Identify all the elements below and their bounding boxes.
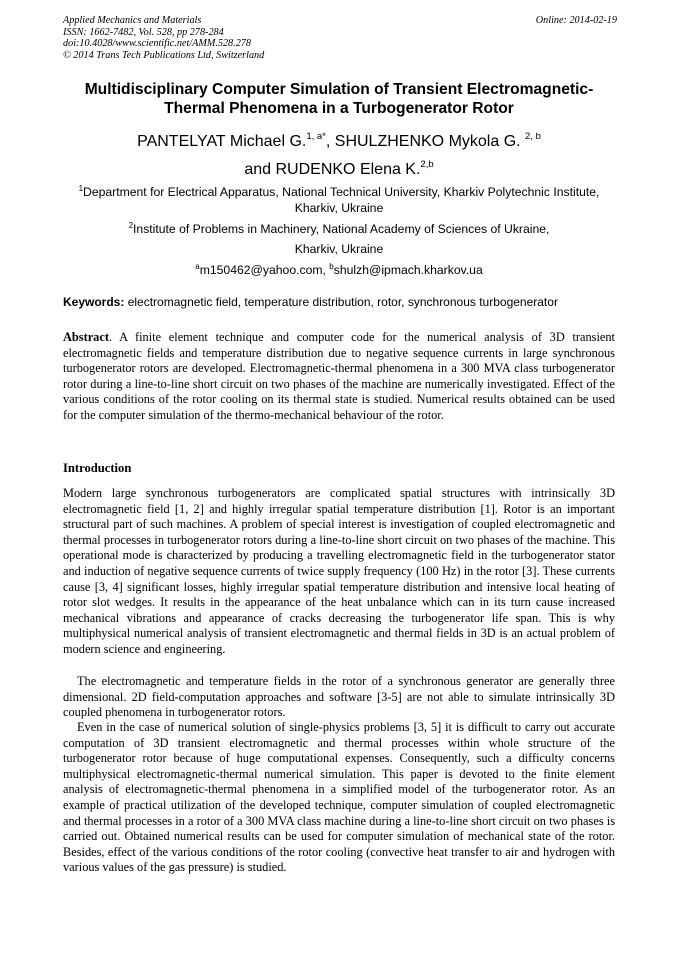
online-date: Online: 2014-02-19 [535,15,617,26]
author-name: PANTELYAT Michael G. [137,133,307,150]
affiliation-1 [40,181,638,216]
email-link[interactable]: m150462@yahoo.com, [199,263,326,277]
affiliation-2 [40,218,638,257]
author-superscript: 1, a* [306,131,326,142]
doi-line: doi:10.4028/www.scientific.net/AMM.528.278 [63,38,251,50]
keywords-text: electromagnetic field, temperature distribution, rotor, synchronous turbogenerator [127,295,558,309]
intro-paragraph-1: Modern large synchronous turbogenerators are complicated spatial structures with intrinsically 3D electromagnetic field [1, 2] and highly irregular spatial temperature distribution [1]. Rotor is an important structural part of such machines. A problem of special interest is investigation of coupled electromagnetic and thermal processes in turbogenerator rotors during a line-to-line short circuit on two phases of the machine. This operational mode is characterized by producing a travelling electromagnetic field in the turbogenerator stator and induction of negative sequence currents of twice supply frequency (100 Hz) in the rotor [3]. These currents cause [3, 4] significant losses, highly irregular spatial temperature distribution and intensive local heating of rotor slot wedges. It results in the appearance of the heat unbalance which can in its turn cause increased mechanical vibrations and appearance of cracks decreasing the turbogenerator life span. This is why multiphysical numerical analysis of transient electromagnetic and thermal fields in 3D is an actual problem of modern science and engineering. [63,486,615,656]
title-line-1: Multidisciplinary Computer Simulation of Transient Electromagnetic- [84,81,594,98]
journal-name: Applied Mechanics and Materials [63,15,202,26]
abstract-label: Abstract [63,330,109,344]
journal-header [63,15,463,61]
keywords-label: Keywords: [63,295,125,309]
paper-title [40,80,638,118]
email-link[interactable]: shulzh@ipmach.kharkov.ua [333,263,483,277]
email-superscript: b [329,262,334,271]
affiliation-text: Department for Electrical Apparatus, National Technical University, Kharkiv Polytechnic Institute, [83,185,600,199]
abstract-text: . A finite element technique and computer code for the numerical analysis of 3D transient electromagnetic fields and temperature distribution due to negative sequence currents in large synchronous turbogenerator rotors are developed. Electromagnetic-thermal phenomena in a 300 MVA class turbogenerator rotor during a line-to-line short circuit on two phases of the machine are numerically investigated. Effect of the various conditions of the rotor cooling on its thermal state is studied. Numerical results obtained can be used for the computer simulation of the thermo-mechanical behaviour of the rotor. [63,330,615,422]
author-superscript: 2,b [420,159,434,170]
title-line-2: Thermal Phenomena in a Turbogenerator Rotor [164,100,514,117]
intro-paragraph-3: Even in the case of numerical solution of single-physics problems [3, 5] it is difficult to carry out accurate computation of 3D transient electromagnetic and thermal processes within whole structure of the turbogenerator rotor because of huge computational expenses. Consequently, such a difficulty concerns multiphysical electromagnetic-thermal numerical simulation. This paper is devoted to the finite element analysis of electromagnetic-thermal phenomena in a simplified model of the turbogenerator rotor. As an example of practical utilization of the developed technique, computer simulation of coupled electromagnetic and thermal processes in a rotor of a 300 MVA class machine during a line-to-line short circuit on two phases is carried out. Obtained numerical results can be used for computer simulation of mechanical state of the rotor. Besides, effect of the various conditions of the rotor cooling (convective heat transfer to air and hydrogen with various values of the gas pressure) is studied. [63,720,615,875]
email-superscript: a [195,262,200,271]
affiliation-text: Institute of Problems in Machinery, National Academy of Sciences of Ukraine, [133,222,550,236]
copyright-line: © 2014 Trans Tech Publications Ltd, Switzerland [63,49,265,61]
author-name: SHULZHENKO Mykola G. [334,133,521,150]
intro-paragraph-2: The electromagnetic and temperature fields in the rotor of a synchronous generator are generally three dimensional. 2D field-computation approaches and software [3-5] are not able to simulate intrinsically 3D coupled phenomena in turbogenerator rotors. [63,674,615,720]
email-line [40,259,638,278]
affiliation-city: Kharkiv, Ukraine [294,242,384,256]
keywords [63,295,623,310]
affiliation-superscript: 1 [78,184,84,193]
author-line-1: PANTELYAT Michael G.$^{1, a*}$, SHULZHENKO Mykola G. $^{2, b}$ [137,131,541,150]
author-name: and RUDENKO Elena K. [244,161,421,178]
introduction-heading: Introduction [63,461,132,475]
affiliation-city: Kharkiv, Ukraine [294,201,384,215]
abstract [63,330,615,424]
issn-line: ISSN: 1662-7482, Vol. 528, pp 278-284 [63,26,224,38]
author-superscript: 2, b [525,131,541,142]
affiliation-superscript: 2 [128,221,134,230]
author-line-2 [40,155,638,180]
